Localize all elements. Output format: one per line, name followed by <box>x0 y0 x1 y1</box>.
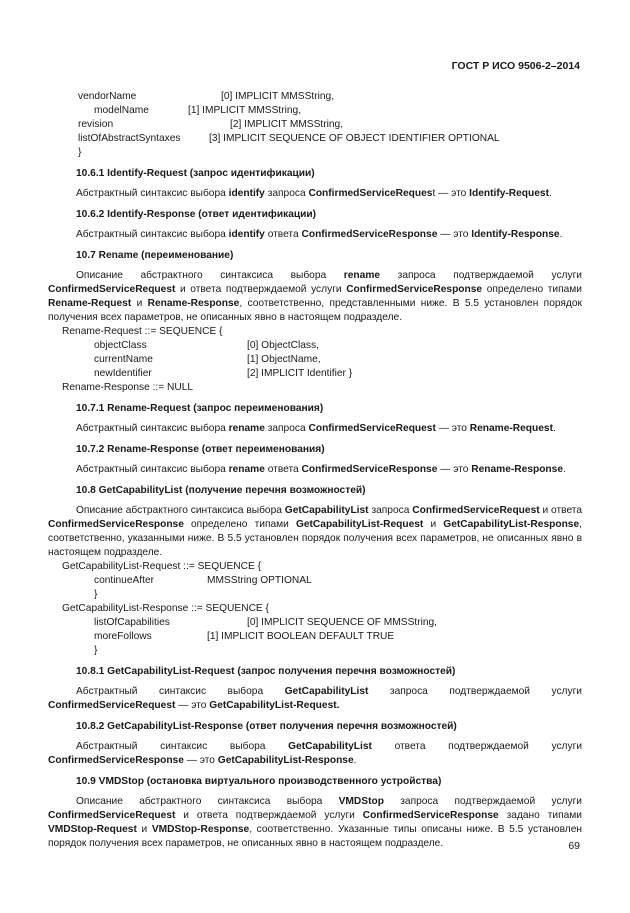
paragraph: Абстрактный синтаксис выбора rename запроса ConfirmedServiceRequest — это Rename-Request. <box>76 423 556 434</box>
page-content <box>48 90 582 851</box>
code-line: listOfCapabilities [0] IMPLICIT SEQUENCE OF MMSString, <box>94 617 438 628</box>
paragraph: Описание абстрактного синтаксиса выбора GetCapabilityList запроса ConfirmedServiceRequest и ответа ConfirmedServiceResponse определено типами GetCapabilityList-Request и GetCapabilityList-Response, соответственно, указанными ниже. В 5.5 установлен порядок получения всех параметров, не описанных явно в настоящем подразделе. <box>48 505 583 558</box>
code-line: } <box>94 589 98 600</box>
code-line: newIdentifier [2] IMPLICIT Identifier } <box>94 368 353 379</box>
code-line: GetCapabilityList-Request ::= SEQUENCE { <box>62 561 262 572</box>
paragraph: Абстрактный синтаксис выбора GetCapabilityList запроса подтверждаемой услуги ConfirmedServiceRequest — это GetCapabilityList-Request. <box>48 686 583 711</box>
document-header: ГОСТ Р ИСО 9506-2–2014 <box>451 60 580 72</box>
code-line: moreFollows [1] IMPLICIT BOOLEAN DEFAULT TRUE <box>94 631 395 642</box>
code-line: modelName [1] IMPLICIT MMSString, <box>94 105 302 116</box>
paragraph: Описание абстрактного синтаксиса выбора rename запроса подтверждаемой услуги ConfirmedServiceRequest и ответа подтверждаемой услуги ConfirmedServiceResponse определено типами Rename-Request и Rename-Response, соответственно, представленными ниже. В 5.5 установлен порядок получения всех параметров, не описанных явно в настоящем подразделе. <box>48 270 582 323</box>
section-heading: 10.7.1 Rename-Request (запрос переименования) <box>76 403 324 414</box>
section-heading: 10.7.2 Rename-Response (ответ переименования) <box>76 444 325 455</box>
section-heading: 10.8 GetCapabilityList (получение перечня возможностей) <box>76 485 366 496</box>
section-heading: 10.8.2 GetCapabilityList-Response (ответ получения перечня возможностей) <box>76 721 457 732</box>
paragraph: Абстрактный синтаксис выбора identify запроса ConfirmedServiceRequest — это Identify-Request. <box>76 188 552 199</box>
section-heading: 10.8.1 GetCapabilityList-Request (запрос получения перечня возможностей) <box>76 666 456 677</box>
code-line: currentName [1] ObjectName, <box>94 354 321 365</box>
code-line: vendorName [0] IMPLICIT MMSString, <box>78 91 335 102</box>
code-line: listOfAbstractSyntaxes [3] IMPLICIT SEQUENCE OF OBJECT IDENTIFIER OPTIONAL <box>78 133 500 144</box>
code-line: } <box>78 147 82 158</box>
code-line: GetCapabilityList-Response ::= SEQUENCE { <box>62 603 269 614</box>
section-heading: 10.7 Rename (переименование) <box>76 250 234 261</box>
section-heading: 10.9 VMDStop (остановка виртуального производственного устройства) <box>76 776 442 787</box>
paragraph: Описание абстрактного синтаксиса выбора VMDStop запроса подтверждаемой услуги ConfirmedServiceRequest и ответа подтверждаемой услуги ConfirmedServiceResponse задано типами VMDStop-Request и VMDStop-Response, соответственно. Указанные типы описаны ниже. В 5.5 установлен порядок получения всех параметров, не описанных явно в настоящем подразделе. <box>48 796 582 849</box>
code-line: revision [2] IMPLICIT MMSString, <box>78 119 344 130</box>
section-heading: 10.6.2 Identify-Response (ответ идентификации) <box>76 209 317 220</box>
code-line: Rename-Request ::= SEQUENCE { <box>62 326 223 337</box>
page-number: 69 <box>568 840 580 852</box>
code-line: Rename-Response ::= NULL <box>62 382 194 393</box>
section-heading: 10.6.1 Identify-Request (запрос идентификации) <box>76 168 315 179</box>
code-line: objectClass [0] ObjectClass, <box>94 340 319 351</box>
paragraph: Абстрактный синтаксис выбора GetCapabilityList ответа подтверждаемой услуги ConfirmedServiceResponse — это GetCapabilityList-Response. <box>48 741 583 766</box>
code-line: } <box>94 645 98 656</box>
paragraph: Абстрактный синтаксис выбора rename ответа ConfirmedServiceResponse — это Rename-Response. <box>76 464 566 475</box>
paragraph: Абстрактный синтаксис выбора identify ответа ConfirmedServiceResponse — это Identify-Response. <box>76 229 563 240</box>
code-line: continueAfter MMSString OPTIONAL <box>94 575 312 586</box>
